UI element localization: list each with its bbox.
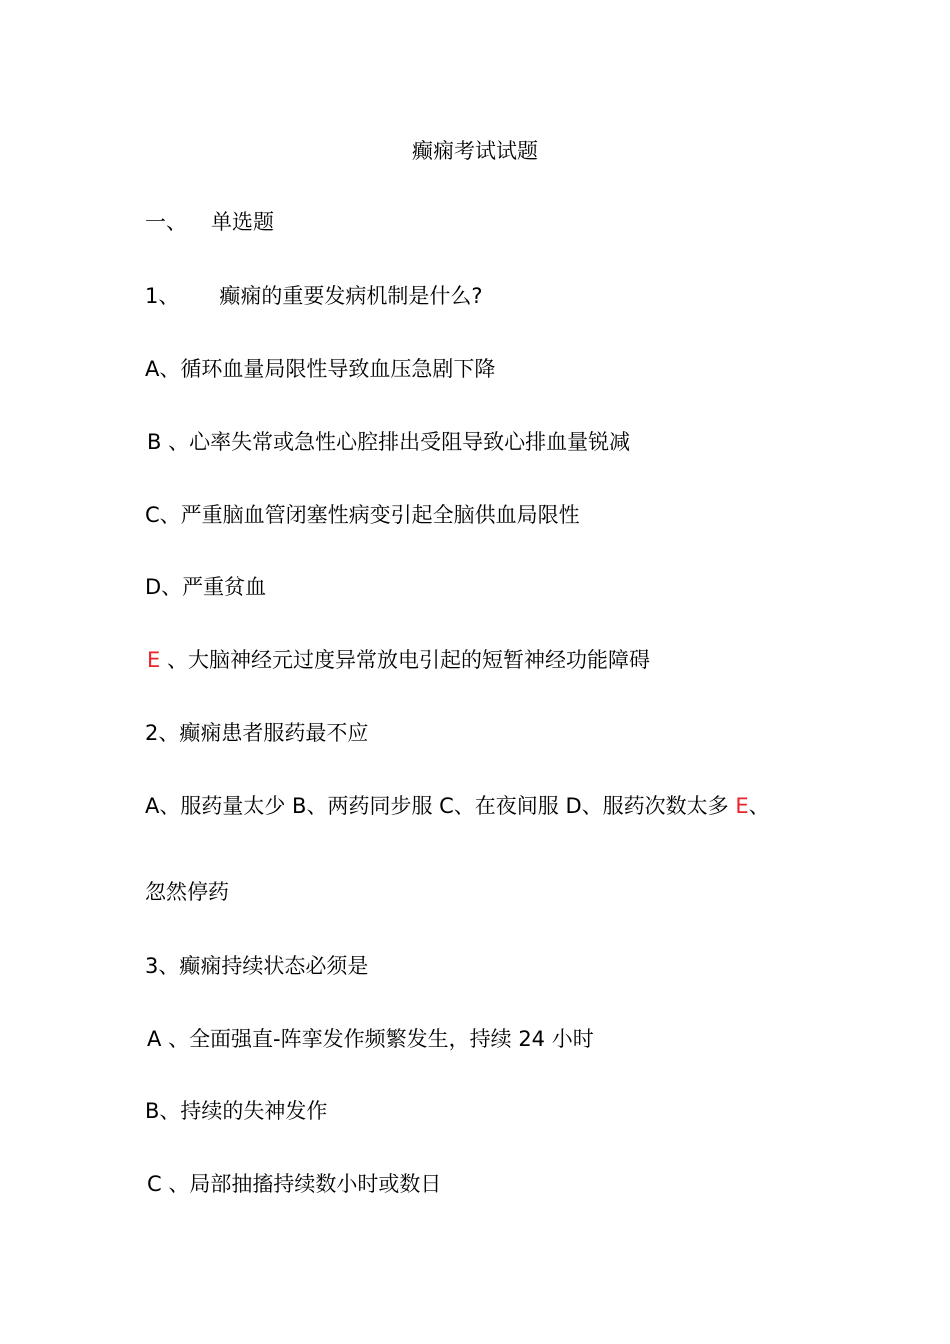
q1-option-b [147, 427, 630, 457]
option-letter: B [145, 1099, 160, 1123]
option-letter: A [145, 357, 160, 381]
section-number: 一、 [145, 210, 187, 234]
option-separator: 、 [159, 357, 181, 381]
option-letter: D [145, 575, 162, 599]
option-text: 局部抽搐持续数小时或数日 [189, 1172, 442, 1196]
q3-option-c [147, 1169, 441, 1199]
q1-option-d [145, 572, 266, 602]
section-heading [145, 207, 274, 237]
q2-options-text: A、服药量太少 B、两药同步服 C、在夜间服 D、服药次数太多 [145, 794, 736, 818]
question-2-stem: 2、癫痫患者服药最不应 [145, 721, 369, 745]
q3-option-b [145, 1096, 327, 1126]
question-1-number: 1、 [145, 284, 180, 308]
section-label: 单选题 [211, 210, 274, 234]
q1-option-a [145, 354, 495, 384]
q2-option-e-continuation: 忽然停药 [145, 880, 229, 904]
answer-letter: E [147, 648, 161, 672]
option-text: 大脑神经元过度异常放电引起的短暂神经功能障碍 [187, 648, 650, 672]
option-letter: C [147, 1172, 162, 1196]
option-text: 严重脑血管闭塞性病变引起全脑供血局限性 [180, 503, 580, 527]
option-letter: B [147, 430, 162, 454]
question-1 [145, 281, 483, 311]
option-separator: 、 [159, 503, 181, 527]
option-text: 心率失常或急性心腔排出受阻导致心排血量锐减 [189, 430, 631, 454]
q1-option-c [145, 500, 580, 530]
option-text: 持续的失神发作 [180, 1099, 328, 1123]
q2-options-line [145, 791, 770, 821]
option-letter: A [147, 1027, 162, 1051]
answer-letter: E [735, 794, 749, 818]
option-text: 全面强直-阵挛发作频繁发生，持续 24 小时 [189, 1027, 594, 1051]
option-letter: C [145, 503, 160, 527]
question-1-stem: 癫痫的重要发病机制是什么? [219, 284, 483, 308]
q3-option-a [147, 1024, 594, 1054]
option-separator: 、 [159, 1099, 181, 1123]
q1-option-e [147, 645, 650, 675]
option-separator: 、 [166, 648, 188, 672]
option-text: 循环血量局限性导致血压急剧下降 [180, 357, 496, 381]
option-separator: 、 [168, 1027, 190, 1051]
option-separator: 、 [168, 430, 190, 454]
question-3-stem: 3、癫痫持续状态必须是 [145, 954, 369, 978]
document-title: 癫痫考试试题 [412, 139, 538, 163]
option-separator: 、 [748, 794, 770, 818]
option-text: 严重贫血 [182, 575, 267, 599]
option-separator: 、 [168, 1172, 190, 1196]
option-separator: 、 [161, 575, 183, 599]
